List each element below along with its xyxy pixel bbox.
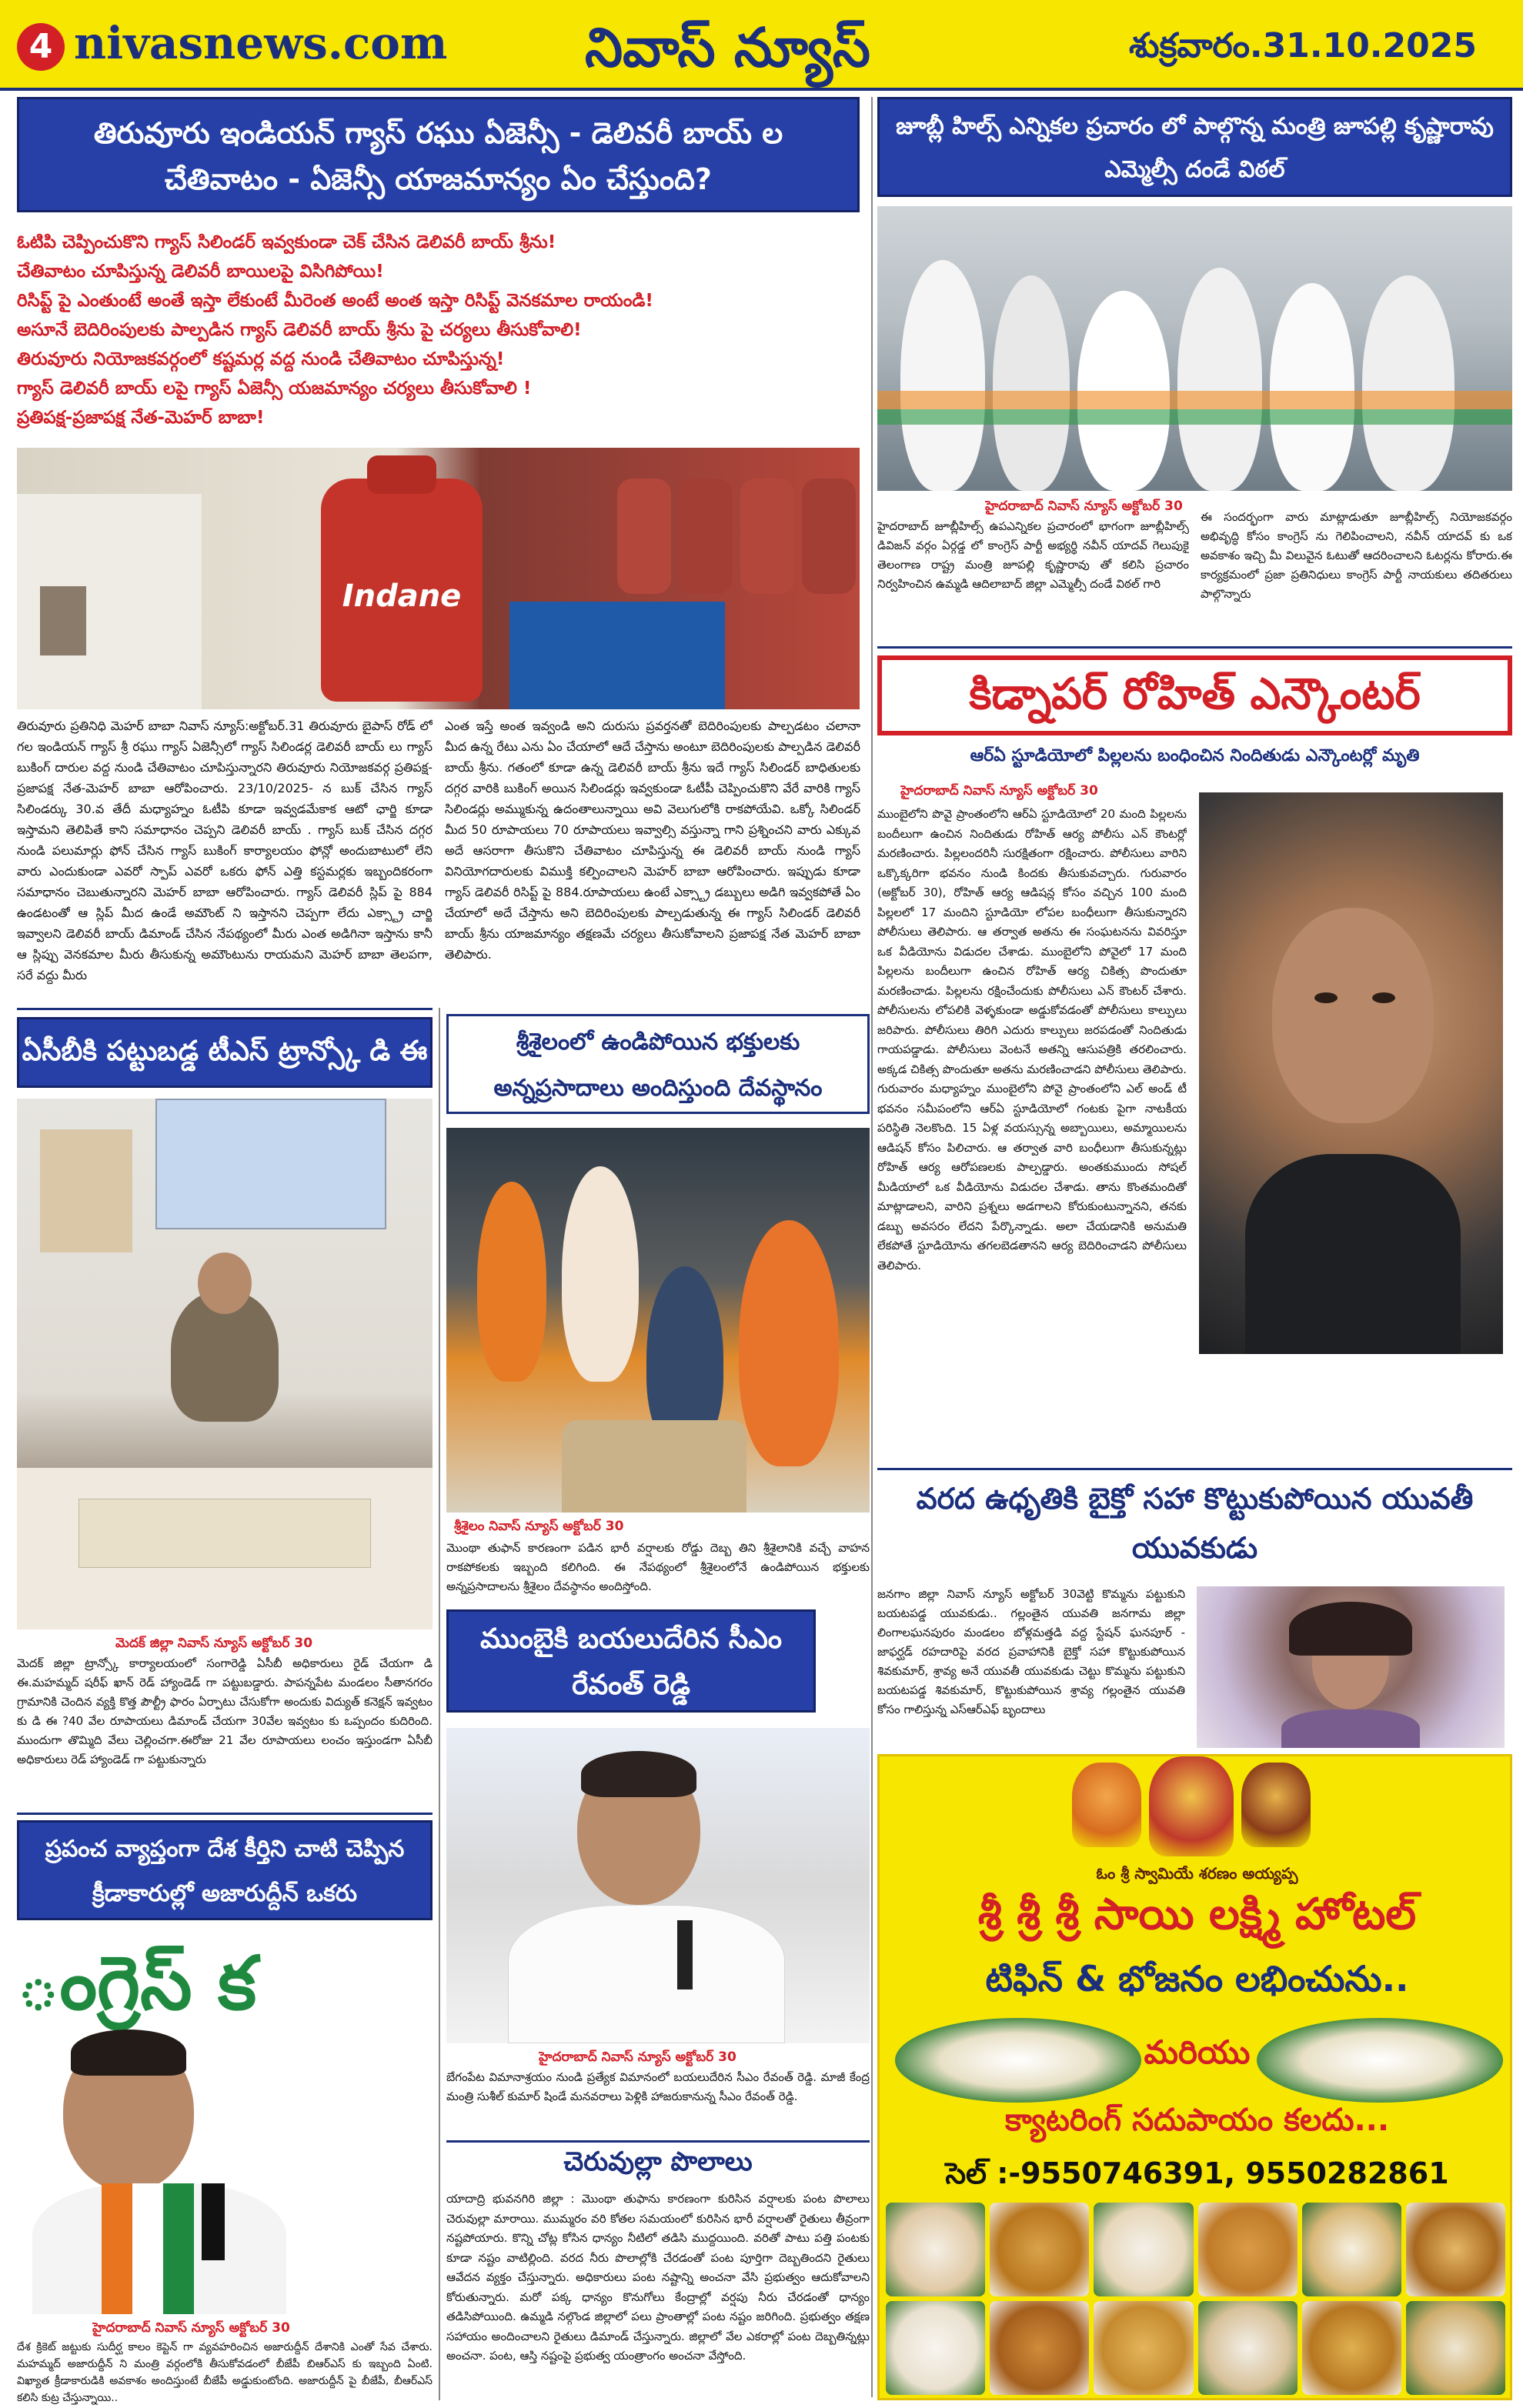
- ad-hotel-name: శ్రీ శ్రీ శ్రీ సాయి లక్ష్మి హోటల్: [977, 1889, 1417, 1939]
- food-icon: [1302, 2203, 1401, 2296]
- jubilee-body-left: హైదరాబాద్ జూబ్లీహిల్స్ ఉపఎన్నికల ప్రచారంలో భాగంగా జూబ్లీహిల్స్ డివిజన్ వర్గం ఏర్గడ్డ లో కాంగ్రెస్ పార్టీ అభ్యర్థి నవీన్ యాదవ్ గెలుపుకై తెలంగాణ రాష్ట్ర మంత్రి జూపల్లి కృష్ణారావు తో కలిసి ప్రచారం నిర్వహించిన ఉమ్మడి ఆదిలాబాద్ జిల్లా ఎమ్మెల్సీ దండే విఠల్ గారి: [877, 519, 1189, 591]
- azhar-body: దేశ క్రికెట్ జట్టుకు సుదీర్ఘ కాలం కెప్టెన్ గా వ్యవహరించిన అజారుద్దీన్ దేశానికి ఎంతో సేవ చేశారు. మహమ్మద్ అజారుద్దీన్ ని మంత్రి వర్గంలోకి తీసుకోవడంలో బీజేపీ బిఆర్ఎస్ కు ఇబ్బంది ఏంటి. విఖ్యాత క్రీడాకారుడికి అవకాశం అందిస్తుంటే బీజేపీ అడ్డుకుంటోంది. అజారుద్దీన్ పై బీజేపీ, బీఆర్ఎస్ కలిసి కుట్ర చేస్తున్నాయి..: [17, 2341, 433, 2404]
- food-icon: [1406, 2301, 1505, 2395]
- fields-body: యాదాద్రి భువనగిరి జిల్లా : మొంథా తుఫాను కారణంగా కురిసిన వర్షాలకు పంట పొలాలు చెరువుల్లా మారాయి. ముమ్మరం వరి కోతల సమయంలో కురిసిన భారీ వర్షాలతో రైతులు తీవ్రంగా నష్టపోయారు. కొన్ని చోట్ల కోసిన ధాన్యం నీటిలో తడిసి ముద్దయింది. వరితో పాటు పత్తి పంటకు కూడా నష్టం వాటిల్లింది. వరద నీరు పొలాల్లోకి చేరడంతో పంట పూర్తిగా దెబ్బతిందని రైతులు ఆవేదన వ్యక్తం చేస్తున్నారు. అధికారులు పంట నష్టాన్ని అంచనా వేసి ప్రభుత్వం ఆదుకోవాలని కోరుతున్నారు. మరో పక్క ధాన్యం కొనుగోలు కేంద్రాల్లో వర్షపు నీరు చేరడంతో ధాన్యం తడిసిపోయింది. ఉమ్మడి నల్గొండ జిల్లాలో పలు ప్రాంతాల్లో పంట నష్టం జరిగింది. ప్రభుత్వం తక్షణ సహాయం అందించాలని రైతులు డిమాండ్ చేస్తున్నారు. జిల్లాలో వేల ఎకరాల్లో పంట దెబ్బతిన్నట్లు అంచనా. పంట, ఆస్తి నష్టంపై ప్రభుత్వ యంత్రాంగం అంచనా వేస్తోంది.: [446, 2192, 870, 2363]
- jubilee-photo: [877, 206, 1512, 491]
- food-icon: [886, 2203, 985, 2296]
- kidnapper-subhead: ఆర్ఏ స్టూడియోలో పిల్లలను బంధించిన నిందితుడు ఎన్కౌంటర్లో మృతి: [970, 746, 1420, 765]
- gas-highlight: ప్రతిపక్ష-ప్రజాపక్ష నేత-మెహర్ బాబా!: [17, 408, 265, 428]
- section-divider: [446, 2140, 870, 2143]
- kidnapper-caption: హైదరాబాద్ నివాస్ న్యూస్ అక్టోబర్ 30: [900, 783, 1098, 799]
- deity-icon: [1241, 1763, 1311, 1847]
- gas-headline-text: తిరువూరు ఇండియన్ గ్యాస్ రఘు ఏజెన్సీ - డెలివరీ బాయ్ ల చేతివాటం - ఏజెన్సీ యాజమాన్యం ఏం చేస్తుంది?: [93, 116, 783, 196]
- flood-photo: [1197, 1586, 1505, 1748]
- acb-body: మెదక్ జిల్లా ట్రాన్స్కో కార్యాలయంలో సంగారెడ్డి ఏసీబీ అధికారులు రైడ్ చేయగా డి ఈ.మహమ్మద్ షరీఫ్ ఖాన్ రెడ్ హ్యాండెడ్ గా పట్టుబడ్డారు. పాపన్నపేట మండలం సీతానగరం గ్రామానికి చెందిన వ్యక్తి కొత్త పౌల్ట్రీ ఫారం ఏర్పాటు చేసుకోగా అందుకు విద్యుత్ కనెక్షన్ ఇవ్వటం కు డి ఈ ?40 వేల రూపాయలు డిమాండ్ చేయగా 30వేల ఇవ్వటం కు ఒప్పందం కుదిరింది. ముందుగా తొమ్మిది వేలు చెల్లించగా.ఈరోజు 21 వేల రూపాయలు లంచం ఇస్తుండగా ఏసీబీ అధికారులు రెడ్ హ్యాండెడ్ గా పట్టుకున్నారు: [17, 1656, 433, 1766]
- gas-highlight: ఓటిపి చెప్పించుకొని గ్యాస్ సిలిండర్ ఇవ్వకుండా చెక్ చేసిన డెలివరీ బాయ్ శ్రీను!: [17, 232, 556, 252]
- jubilee-headline: [877, 97, 1512, 197]
- ayyappa-icon: [1149, 1756, 1234, 1856]
- ad-tagline: ఓం శ్రీ స్వామియే శరణం అయ్యప్ప: [1096, 1864, 1298, 1883]
- revanth-headline: [446, 1609, 816, 1713]
- gas-highlights: [17, 228, 860, 443]
- hotel-advertisement: [877, 1754, 1512, 2400]
- column-divider: [439, 1008, 440, 2400]
- jubilee-headline-text: జూబ్లీ హిల్స్ ఎన్నికల ప్రచారం లో పాల్గొన్న మంత్రి జూపల్లి కృష్ణారావు ఎమ్మెల్సీ దండే విఠల్: [896, 113, 1494, 183]
- azhar-headline-text: ప్రపంచ వ్యాప్తంగా దేశ కీర్తిని చాటి చెప్పిన క్రీడాకారుల్లో అజారుద్దీన్ ఒకరు: [45, 1836, 405, 1907]
- food-icon: [1302, 2301, 1401, 2395]
- gas-highlight: గ్యాస్ డెలివరీ బాయ్ లపై గ్యాస్ ఏజెన్సీ యజమాన్యం చర్యలు తీసుకోవాలి !: [17, 379, 532, 399]
- acb-photo: [17, 1099, 433, 1629]
- srisailam-body: మొంథా తుఫాన్ కారణంగా పడిన భారీ వర్షాలకు రోడ్డు దెబ్బ తిని శ్రీశైలానికి వచ్చే వాహన రాకపోకలకు ఇబ్బంది కలిగింది. ఈ నేపథ్యంలో శ్రీశైలంలోనే ఉండిపోయిన భక్తులకు అన్నప్రసాదాలను శ్రీశైలం దేవస్థానం అందిస్తోంది.: [446, 1541, 870, 1593]
- revanth-caption: హైదరాబాద్ నివాస్ న్యూస్ అక్టోబర్ 30: [539, 2049, 736, 2065]
- srisailam-headline: [446, 1014, 870, 1114]
- site-name[interactable]: nivasnews.com: [74, 17, 448, 69]
- food-icon: [886, 2301, 985, 2395]
- food-photo-grid: [886, 2203, 1505, 2395]
- section-divider: [17, 1813, 433, 1815]
- acb-headline: [17, 1017, 433, 1088]
- ad-phone[interactable]: సెల్ :-9550746391, 9550282861: [945, 2156, 1449, 2190]
- gas-photo: [17, 448, 860, 709]
- kidnapper-headline: [877, 655, 1512, 735]
- gas-body-right: ఎంత ఇస్తే అంత ఇవ్వండి అని దురుసు ప్రవర్తనతో బెదిరింపులకు పాల్పడటం చలానా మీద ఉన్న రేటు ఎను ఏం చేయాలో ఆదే చేస్తాను అంటూ బెదిరింపులకు పాల్పడిన డెలివరీ బాయ్ శ్రీను. గతంలో కూడా ఉన్న డెలివరీ బాయ్ శ్రీను ఇదే గ్యాస్ సిలిండర్ బాధితులకు దగ్గర వారికి బుకింగ్ అయిన సిలిండర్లు ఇవ్వకుండా ఓటీపీ చెప్పించుకొని వేరే వారికి గ్యాస్ సిలిండర్లు అమ్ముకున్న ఉదంతాలున్నాయి అవి వెలుగులోకి రాకపోయేవి. ఒక్కో సిలిండర్ మీద 50 రూపాయలు 70 రూపాయలు ఇవ్వాల్సి వస్తున్నా గాని ప్రశ్నించని వారు ఎక్కువ అదే ఆసరాగా తీసుకొని చేతివాటం చూపిస్తున్న ఈ డెలివరీ బాయ్ నుండి గ్యాస్ వినియోగదారులకు విముక్తి కల్పించాలని మెహర్ బాబా ఆరోపించారు. ఇప్పుడు కూడా గ్యాస్ డెలివరీ రిసిప్ట్ పై 884.రూపాయలు ఉంటే ఎక్స్ట్రా డబ్బులు అడిగి ఇవ్వకపోతే ఏం చేయాలో అదే చేస్తాను అని బెదిరింపులకు పాల్పడుతున్న ఈ గ్యాస్ సిలిండర్ డెలివరీ బాయ్ శ్రీను యాజమాన్యం తక్షణమే చర్యలు తీసుకోవాలని ప్రజాపక్ష నేత మెహర్ బాబా తెలిపారు.: [445, 719, 860, 962]
- section-divider: [877, 646, 1512, 649]
- ad-line1: టిఫిన్ & భోజనం లభించును..: [985, 1958, 1409, 1999]
- kidnapper-body: ముంబైలోని పొవై ప్రాంతంలోని ఆర్ఏ స్టూడియోలో 20 మంది పిల్లలను బందీలుగా ఉంచిన నిందితుడు రోహిత్ ఆర్య పోలీసు ఎన్ కౌంటర్లో మరణించారు. పిల్లలందరినీ సురక్షితంగా రక్షించారు. పోలీసులు వారిని ఒక్కొక్కరిగా భవనం నుండి కిందకు తీసుకువచ్చారు. గురువారం (అక్టోబర్ 30), రోహిత్ ఆర్య ఆడిషన్ల కోసం వచ్చిన 100 మంది పిల్లలలో 17 మందిని స్టూడియో లోపల బంధీలుగా తీసుకున్నారని పోలీసులు తెలిపారు. ఆ తర్వాత అతను ఈ సంఘటనను వివరిస్తూ ఒక వీడియోను విడుదల చేశాడు. ముంబైలోని పోవైలో 17 మంది పిల్లలను బందీలుగా ఉంచిన రోహిత్ ఆర్య చికిత్స పొందుతూ మరణించాడు. పిల్లలను రక్షించేందుకు పోలీసులు ఎన్ కౌంటర్ చేశారు. పోలీసులను లోపలికి వెళ్ళకుండా అడ్డుకోవడంతో పోలీసులు కాల్పులు జరిపారు. పోలీసులు తిరిగి ఎదురు కాల్పులు జరపడంతో నిందితుడు గాయపడ్డాడు. పోలీసులు వెంటనే అతన్ని ఆసుపత్రికి తరలించారు. అక్కడ చికిత్స పొందుతూ అతను మరణించాడని పోలీసులు తెలిపారు. గురువారం మధ్యాహ్నం ముంబైలోని పోవై ప్రాంతంలోని ఎల్ అండ్ టీ భవనం సమీపంలోని ఆర్ఏ స్టూడియోలో గంటకు పైగా నాటకీయ పరిస్థితి నెలకొంది. 15 ఏళ్ల వయస్సున్న అబ్బాయిలు, అమ్మాయిలను ఆడిషన్ కోసం పిలిచారు. ఆ తర్వాత వారి బంధీలుగా తీసుకున్నట్లు రోహిత్ ఆర్య ఆరోపణలకు పాల్పడ్డారు. అంతకుముందు సోషల్ మీడియాలో ఒక వీడియోను విడుదల చేశాడు. తాను కొంతమందితో మాట్లాడాలని, వారిని ప్రశ్నలు అడగాలని కోరుకుంటున్నానని, తనకు డబ్బు అవసరం లేదని పేర్కొన్నాడు. అలా చేయడానికి అనుమతి లేకపోతే స్టూడియోను తగలబెడతానని ఆర్య బెదిరించాడని పోలీసులు తెలిపారు.: [877, 807, 1187, 1272]
- jubilee-caption: హైదరాబాద్ నివాస్ న్యూస్ అక్టోబర్ 30: [985, 499, 1183, 514]
- gas-highlight: రిసిప్ట్ పై ఎంతుంటే అంతే ఇస్తా లేకుంటే మీరెంత అంటే అంత ఇస్తా రిసిప్ట్ వెనకమాల రాయండి!: [17, 291, 653, 311]
- section-divider: [877, 1468, 1512, 1470]
- publication-date: శుక్రవారం.31.10.2025: [1129, 26, 1477, 65]
- section-divider: [17, 1008, 433, 1010]
- food-icon: [1406, 2203, 1505, 2296]
- srisailam-headline-text: శ్రీశైలంలో ఉండిపోయిన భక్తులకు అన్నప్రసాదాలు అందిస్తుంది దేవస్థానం: [493, 1029, 823, 1102]
- srisailam-photo: [446, 1128, 870, 1513]
- fields-headline: చెరువుల్లా పొలాలు: [563, 2146, 753, 2177]
- ganesha-icon: [1072, 1763, 1141, 1847]
- azhar-headline: [17, 1820, 433, 1920]
- food-icon: [1094, 2203, 1193, 2296]
- flood-headline: వరద ఉధృతికి బైక్తో సహా కొట్టుకుపోయిన యువతీ యువకుడు: [916, 1482, 1474, 1565]
- microphone-icon: [202, 2183, 225, 2260]
- ad-line3: క్యాటరింగ్ సదుపాయం కలదు...: [1004, 2103, 1390, 2138]
- revanth-photo: [446, 1728, 870, 2043]
- gas-headline: [17, 97, 860, 212]
- gas-highlight: చేతివాటం చూపిస్తున్న డెలివరీ బాయిలపై విసిగిపోయి!: [17, 262, 384, 282]
- jubilee-body-right: ఈ సందర్భంగా వారు మాట్లాడుతూ జూబ్లీహిల్స్ నియోజకవర్గం అభివృద్ధి కోసం కాంగ్రెస్ ను గెలిపించాలని, నవీన్ యాదవ్ కు ఒక అవకాశం ఇచ్చి మీ విలువైన ఓటుతో ఆదరించాలని ఓటర్లను కోరారు.ఈ కార్యక్రమంలో ప్రజా ప్రతినిధులు కాంగ్రెస్ పార్టీ నాయకులు తదితరులు పాల్గొన్నారు: [1201, 510, 1512, 601]
- acb-caption: మెదక్ జిల్లా నివాస్ న్యూస్ అక్టోబర్ 30: [115, 1636, 313, 1651]
- gas-body-left: తిరువూరు ప్రతినిధి మెహర్ బాబా నివాస్ న్యూస్:అక్టోబర్.31 తిరువూరు బైపాస్ రోడ్ లో గల ఇండియన్ గ్యాస్ శ్రీ రఘు గ్యాస్ ఏజెన్సీలో గ్యాస్ సిలిండర్ల డెలివరీ బాయ్ లు గ్యాస్ బుకింగ్ దారుల వద్ద నుండి చేతివాటం చూపిస్తున్నారని తిరువూరు నియోజకవర్గ ప్రతిపక్ష-ప్రజాపక్ష నేత-మెహర్ బాబా ఆరోపించారు. 23/10/2025- న బుక్ చేసిన గ్యాస్ సిలిండర్కు 30.వ తేదీ మధ్యాహ్నం ఓటీపి కూడా ఇవ్వడమేకాక ఆటో ఛార్జి కూడా ఇస్తామని తెలిపితే కాని సమాధానం చెప్పని డెలివరీ బాయ్ . గ్యాస్ బుక్ చేసిన దగ్గర నుండి పలుమార్లు ఫోన్ చేసిన గ్యాస్ బుకింగ్ కార్యాలయం ఫోన్లో అందుబాటులో లేని వారు ఎందుకుండా ఎవరో స్పాప్ ఎవరో ఒకరు ఫోన్ ఎత్తి కస్టమర్లకు ఇబ్బందికరంగా సమాధానం చెబుతున్నారని మెహర్ బాబా ఆరోపించారు. గ్యాస్ డెలివరీ స్లిప్ పై 884 ఉండటంతో ఆ స్లిప్ మీద ఉండే అమౌంట్ ని ఇస్తానని చెప్పగా లేదు ఎక్స్ట్రా చార్జి ఇవ్వాలని డెలివరీ బాయ్ డిమాండ్ చేసిన నేపథ్యంలో మీరు ఎంత అడిగినా ఇస్తాను కానీ ఆ స్లిప్పు వెనకమాల మీరు తీసుకున్న అమౌంటును రాయమని మెహర్ బాబా తెలపగా, సరే వద్దు మీరు: [17, 719, 433, 982]
- food-icon: [990, 2301, 1089, 2395]
- acb-headline-text: ఏసీబీకి పట్టుబడ్డ టీఎస్ ట్రాన్స్కో డి ఈ: [22, 1036, 428, 1067]
- masthead: [0, 0, 1523, 91]
- food-icon: [1094, 2301, 1193, 2395]
- food-icon: [990, 2203, 1089, 2296]
- kidnapper-photo: [1199, 792, 1503, 1354]
- column-divider: [871, 97, 873, 2397]
- kidnapper-headline-text: కిడ్నాపర్ రోహిత్ ఎన్కౌంటర్: [969, 669, 1421, 719]
- newspaper-title: నివాస్ న్యూస్: [585, 15, 870, 79]
- microphone-icon: [677, 1920, 693, 1989]
- revanth-headline-text: ముంబైకి బయలుదేరిన సీఎం రేవంత్ రెడ్డి: [479, 1623, 783, 1701]
- food-icon: [1198, 2301, 1298, 2395]
- meal-plate-icon: [895, 2018, 1141, 2103]
- azhar-photo-banner: ంగ్రెస్ క: [17, 1937, 433, 2029]
- gas-highlight: అసూనే బెదిరింపులకు పాల్పడిన గ్యాస్ డెలివరీ బాయ్ శ్రీను పై చర్యలు తీసుకోవాలి!: [17, 320, 582, 340]
- gas-highlight: తిరువూరు నియోజకవర్గంలో కష్టమర్ల వద్ద నుండి చేతివాటం చూపిస్తున్న!: [17, 349, 505, 369]
- ad-line2: మరియు: [1144, 2033, 1251, 2071]
- meal-plate-icon: [1257, 2018, 1503, 2103]
- flood-body: జనగాం జిల్లా నివాస్ న్యూస్ అక్టోబర్ 30వెట్టి కొమ్మను పట్టుకుని బయటపడ్డ యువకుడు.. గల్లంతైన యువతి జనగామ జిల్లా లింగాలఘనపురం మండలం బోళ్లమత్తడి వద్ద స్టేషన్ ఘనపూర్ - జాఫర్ఘడ్ రహదారిపై వరద ప్రవాహానికి బైక్తో సహా కొట్టుకుపోయిన శివకుమార్, శ్రావ్య అనే యువతీ యువకుడు చెట్టు కొమ్మను పట్టుకుని బయటపడ్డ శివకుమార్, కొట్టుకుపోయిన శ్రావ్య గల్లంతైన యువతి కోసం గాలిస్తున్న ఎస్ఆర్ఎఫ్ బృందాలు: [877, 1587, 1185, 1716]
- page-number: 4: [17, 23, 65, 71]
- revanth-body: బేగంపేట విమానాశ్రయం నుండి ప్రత్యేక విమానంలో బయలుదేరిన సీఎం రేవంత్ రెడ్డి. మాజీ కేంద్ర మంత్రి సుశీల్ కుమార్ షిండే మనవరాలు పెళ్లికి హాజరుకానున్న సీఎం రేవంత్ రెడ్డి.: [446, 2070, 870, 2103]
- food-icon: [1198, 2203, 1298, 2296]
- srisailam-caption: శ్రీశైలం నివాస్ న్యూస్ అక్టోబర్ 30: [454, 1519, 624, 1534]
- gas-photo-label: Indane: [342, 579, 462, 614]
- azhar-caption: హైదరాబాద్ నివాస్ న్యూస్ అక్టోబర్ 30: [92, 2320, 290, 2336]
- azhar-photo: [17, 1929, 433, 2314]
